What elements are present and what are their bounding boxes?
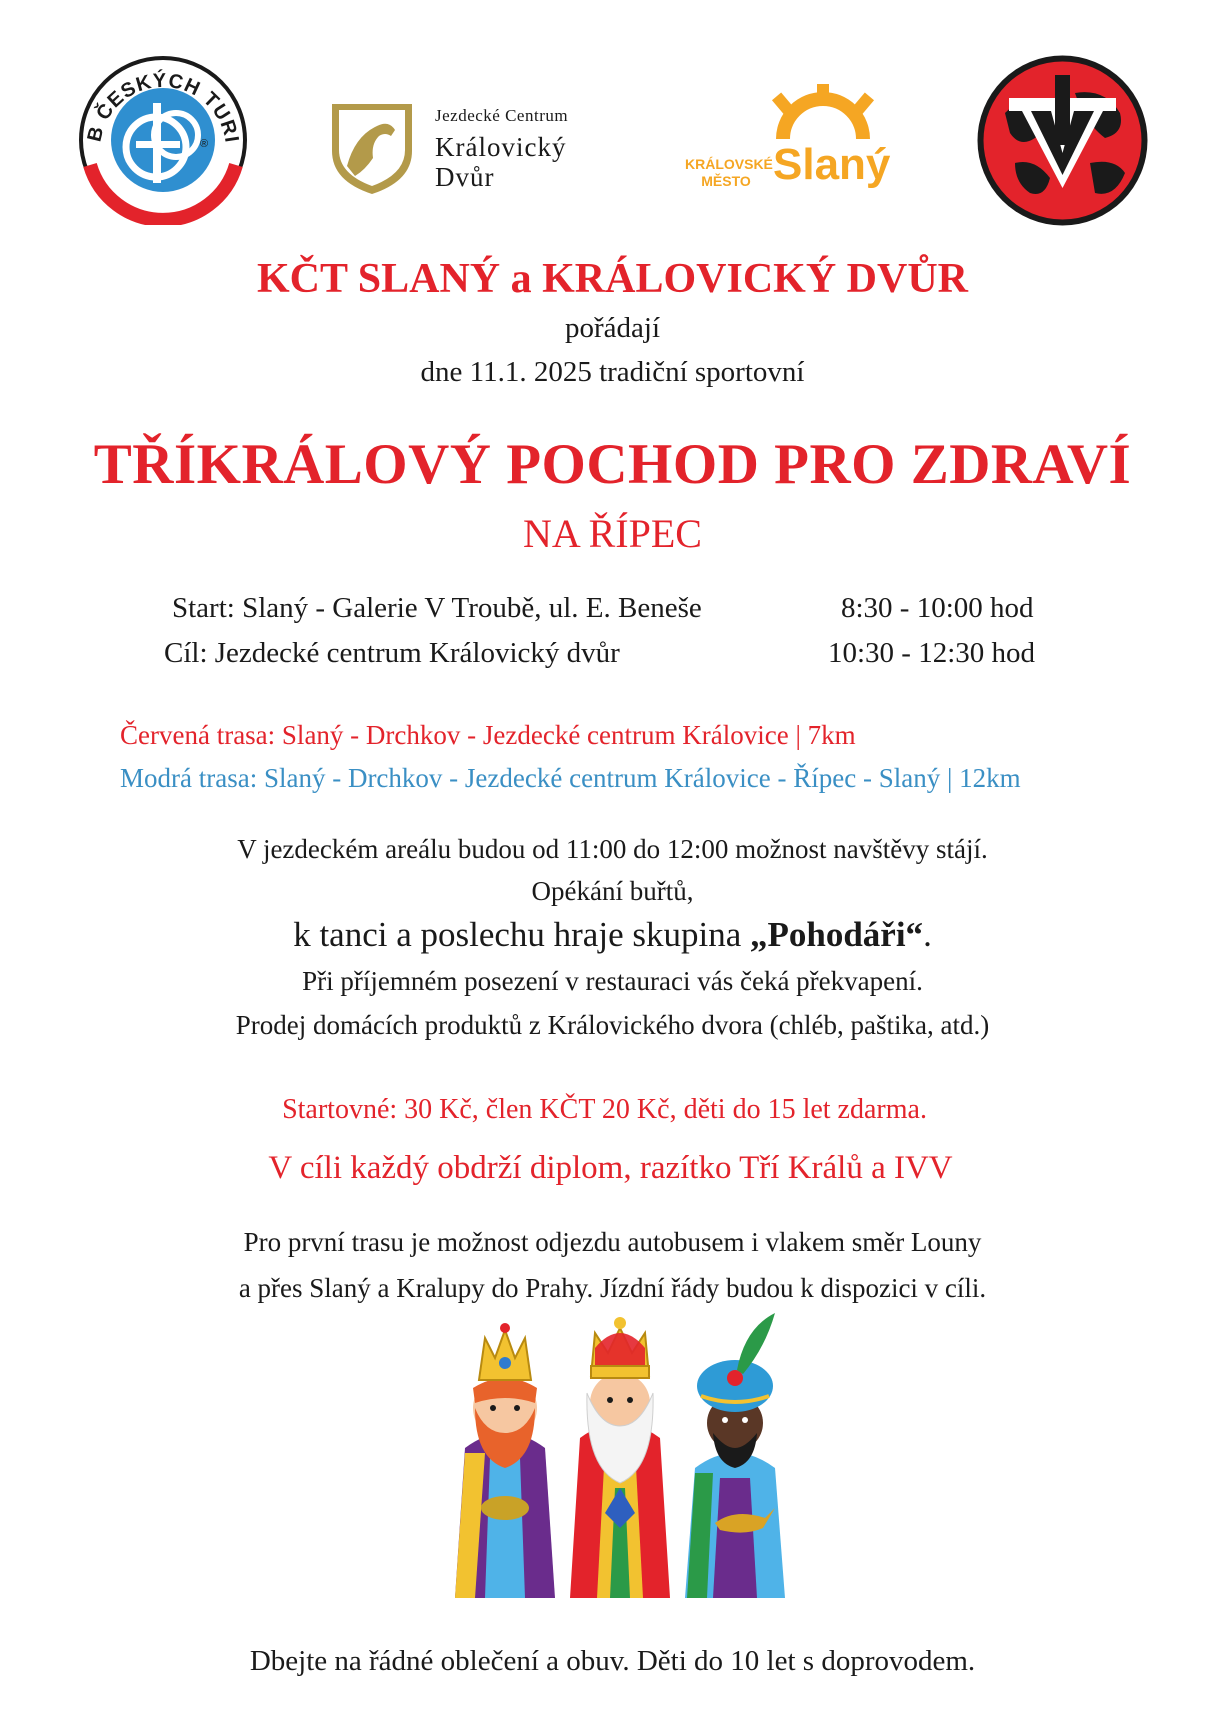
ivv-logo: [975, 53, 1150, 228]
red-route: Červená trasa: Slaný - Drchkov - Jezdecké centrum Královice | 7km: [120, 720, 856, 750]
finish-label: Cíl: Jezdecké centrum Královický dvůr: [164, 637, 620, 669]
organizers-title: KČT SLANÝ a KRÁLOVICKÝ DVŮR: [257, 256, 968, 302]
reward: V cíli každý obdrží diplom, razítko Tří Králů a IVV: [268, 1150, 953, 1186]
date-line: dne 11.1. 2025 tradiční sportovní: [420, 356, 805, 388]
event-title: TŘÍKRÁLOVÝ POCHOD PRO ZDRAVÍ: [93, 433, 1132, 496]
footer-note: Dbejte na řádné oblečení a obuv. Děti do 10 let s doprovodem.: [249, 1645, 976, 1677]
finish-time: 10:30 - 12:30 hod: [828, 637, 1036, 669]
registered-mark: ®: [200, 138, 209, 150]
startovne: Startovné: 30 Kč, člen KČT 20 Kč, děti do 15 let zdarma.: [282, 1094, 927, 1125]
king-right-figure: [685, 1313, 785, 1598]
band-prefix: k tanci a poslechu hraje skupina: [293, 915, 750, 954]
slany-logo: [683, 84, 913, 214]
blue-route: Modrá trasa: Slaný - Drchkov - Jezdecké centrum Královice - Řípec - Slaný | 12km: [120, 763, 1021, 793]
organizers-verb: pořádají: [564, 312, 660, 344]
band-suffix: .: [923, 915, 932, 954]
program-line3: [0, 915, 1225, 955]
slany-line1: KRÁLOVSKÉ: [685, 156, 773, 172]
kct-logo: [78, 55, 248, 225]
band-name: „Pohodáři“: [749, 915, 924, 954]
king-middle-figure: [570, 1317, 670, 1598]
slany-name: Slaný: [773, 140, 891, 189]
horse-shield-icon: [327, 96, 417, 196]
program-line5: Prodej domácích produktů z Královického dvora (chléb, paštika, atd.): [235, 1010, 990, 1040]
event-subtitle: NA ŘÍPEC: [523, 511, 702, 556]
three-kings-illustration: [445, 1308, 805, 1608]
kct-arc-text: B ČESKÝCH TURI: [83, 69, 243, 145]
start-label: Start: Slaný - Galerie V Troubě, ul. E. Beneše: [172, 592, 702, 624]
jezdecke-line3: Dvůr: [435, 162, 495, 192]
start-time: 8:30 - 10:00 hod: [841, 592, 1034, 624]
transport-line2: a přes Slaný a Kralupy do Prahy. Jízdní řády budou k dispozici v cíli.: [238, 1273, 987, 1303]
jezdecke-centrum-logo: [327, 96, 627, 196]
program-line4: Při příjemném posezení v restauraci vás čeká překvapení.: [302, 966, 923, 996]
transport-line1: Pro první trasu je možnost odjezdu autobusem i vlakem směr Louny: [243, 1227, 982, 1257]
sun-icon: [753, 84, 893, 144]
jezdecke-line1: Jezdecké Centrum: [435, 106, 569, 125]
program-line1: V jezdeckém areálu budou od 11:00 do 12:00 možnost navštěvy stájí.: [237, 834, 988, 864]
king-left-figure: [455, 1323, 555, 1598]
jezdecke-line2: Královický: [435, 132, 567, 162]
program-line2: Opékání buřtů,: [531, 876, 694, 906]
slany-line2: MĚSTO: [701, 173, 751, 189]
